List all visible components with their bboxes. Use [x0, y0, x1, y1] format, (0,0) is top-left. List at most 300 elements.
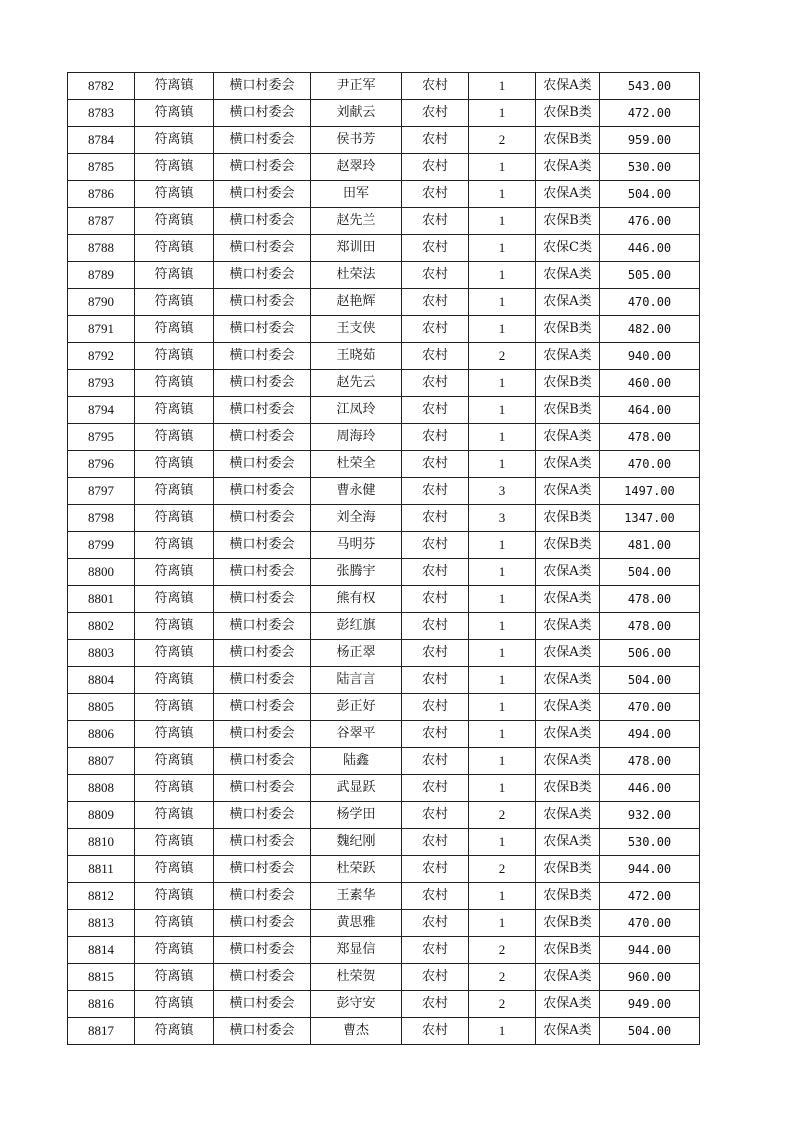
household-type-cell: 农村 [402, 370, 469, 397]
person-count-cell: 1 [469, 586, 536, 613]
person-count-cell: 1 [469, 100, 536, 127]
household-type-cell: 农村 [402, 667, 469, 694]
row-number: 8816 [68, 991, 135, 1018]
insurance-category-cell: 农保A类 [536, 181, 600, 208]
row-number: 8811 [68, 856, 135, 883]
table-row [68, 100, 700, 127]
name-cell: 赵先云 [311, 370, 402, 397]
table-row [68, 775, 700, 802]
household-type-cell: 农村 [402, 964, 469, 991]
row-number: 8803 [68, 640, 135, 667]
person-count-cell: 1 [469, 451, 536, 478]
household-type-cell: 农村 [402, 721, 469, 748]
name-cell: 刘全海 [311, 505, 402, 532]
household-type-cell: 农村 [402, 289, 469, 316]
row-number: 8810 [68, 829, 135, 856]
person-count-cell: 2 [469, 991, 536, 1018]
person-count-cell: 1 [469, 73, 536, 100]
row-number: 8804 [68, 667, 135, 694]
village-committee-cell: 横口村委会 [214, 532, 311, 559]
insurance-category-cell: 农保A类 [536, 343, 600, 370]
town-cell: 符离镇 [135, 1018, 214, 1045]
name-cell: 杨学田 [311, 802, 402, 829]
table-row [68, 424, 700, 451]
amount-cell: 530.00 [600, 829, 700, 856]
town-cell: 符离镇 [135, 991, 214, 1018]
village-committee-cell: 横口村委会 [214, 235, 311, 262]
person-count-cell: 1 [469, 829, 536, 856]
household-type-cell: 农村 [402, 910, 469, 937]
person-count-cell: 1 [469, 424, 536, 451]
row-number: 8786 [68, 181, 135, 208]
household-type-cell: 农村 [402, 559, 469, 586]
table-row [68, 829, 700, 856]
insurance-category-cell: 农保A类 [536, 694, 600, 721]
insurance-category-cell: 农保B类 [536, 937, 600, 964]
amount-cell: 944.00 [600, 937, 700, 964]
person-count-cell: 2 [469, 343, 536, 370]
table-row [68, 343, 700, 370]
name-cell: 杜荣法 [311, 262, 402, 289]
table-row [68, 370, 700, 397]
town-cell: 符离镇 [135, 73, 214, 100]
town-cell: 符离镇 [135, 721, 214, 748]
household-type-cell: 农村 [402, 937, 469, 964]
town-cell: 符离镇 [135, 802, 214, 829]
person-count-cell: 2 [469, 856, 536, 883]
person-count-cell: 1 [469, 289, 536, 316]
row-number: 8817 [68, 1018, 135, 1045]
town-cell: 符离镇 [135, 316, 214, 343]
name-cell: 陆鑫 [311, 748, 402, 775]
town-cell: 符离镇 [135, 127, 214, 154]
town-cell: 符离镇 [135, 424, 214, 451]
household-type-cell: 农村 [402, 73, 469, 100]
person-count-cell: 1 [469, 532, 536, 559]
person-count-cell: 1 [469, 910, 536, 937]
name-cell: 熊有权 [311, 586, 402, 613]
insurance-category-cell: 农保B类 [536, 532, 600, 559]
person-count-cell: 1 [469, 1018, 536, 1045]
roster-body [68, 73, 700, 1045]
row-number: 8790 [68, 289, 135, 316]
amount-cell: 949.00 [600, 991, 700, 1018]
name-cell: 杜荣贺 [311, 964, 402, 991]
insurance-category-cell: 农保A类 [536, 829, 600, 856]
insurance-category-cell: 农保A类 [536, 721, 600, 748]
table-row [68, 505, 700, 532]
name-cell: 杨正翠 [311, 640, 402, 667]
person-count-cell: 1 [469, 370, 536, 397]
row-number: 8809 [68, 802, 135, 829]
amount-cell: 959.00 [600, 127, 700, 154]
table-row [68, 586, 700, 613]
insurance-category-cell: 农保A类 [536, 424, 600, 451]
row-number: 8783 [68, 100, 135, 127]
table-row [68, 1018, 700, 1045]
name-cell: 赵翠玲 [311, 154, 402, 181]
person-count-cell: 2 [469, 964, 536, 991]
town-cell: 符离镇 [135, 397, 214, 424]
amount-cell: 478.00 [600, 748, 700, 775]
household-type-cell: 农村 [402, 235, 469, 262]
name-cell: 王晓茹 [311, 343, 402, 370]
person-count-cell: 1 [469, 640, 536, 667]
row-number: 8791 [68, 316, 135, 343]
town-cell: 符离镇 [135, 667, 214, 694]
insurance-category-cell: 农保B类 [536, 505, 600, 532]
household-type-cell: 农村 [402, 1018, 469, 1045]
row-number: 8798 [68, 505, 135, 532]
row-number: 8793 [68, 370, 135, 397]
amount-cell: 464.00 [600, 397, 700, 424]
household-type-cell: 农村 [402, 397, 469, 424]
town-cell: 符离镇 [135, 451, 214, 478]
person-count-cell: 1 [469, 154, 536, 181]
town-cell: 符离镇 [135, 559, 214, 586]
person-count-cell: 3 [469, 505, 536, 532]
insurance-category-cell: 农保B类 [536, 370, 600, 397]
amount-cell: 504.00 [600, 559, 700, 586]
table-row [68, 289, 700, 316]
table-row [68, 127, 700, 154]
village-committee-cell: 横口村委会 [214, 262, 311, 289]
town-cell: 符离镇 [135, 856, 214, 883]
amount-cell: 476.00 [600, 208, 700, 235]
table-row [68, 937, 700, 964]
insurance-category-cell: 农保B类 [536, 856, 600, 883]
name-cell: 江凤玲 [311, 397, 402, 424]
amount-cell: 1497.00 [600, 478, 700, 505]
person-count-cell: 1 [469, 208, 536, 235]
row-number: 8784 [68, 127, 135, 154]
amount-cell: 470.00 [600, 451, 700, 478]
amount-cell: 940.00 [600, 343, 700, 370]
amount-cell: 530.00 [600, 154, 700, 181]
insurance-category-cell: 农保A类 [536, 748, 600, 775]
table-row [68, 397, 700, 424]
table-row [68, 721, 700, 748]
household-type-cell: 农村 [402, 316, 469, 343]
person-count-cell: 1 [469, 262, 536, 289]
village-committee-cell: 横口村委会 [214, 829, 311, 856]
table-row [68, 208, 700, 235]
row-number: 8788 [68, 235, 135, 262]
amount-cell: 504.00 [600, 181, 700, 208]
village-committee-cell: 横口村委会 [214, 424, 311, 451]
household-type-cell: 农村 [402, 208, 469, 235]
insurance-category-cell: 农保A类 [536, 964, 600, 991]
table-row [68, 73, 700, 100]
household-type-cell: 农村 [402, 262, 469, 289]
row-number: 8807 [68, 748, 135, 775]
name-cell: 彭正好 [311, 694, 402, 721]
town-cell: 符离镇 [135, 883, 214, 910]
town-cell: 符离镇 [135, 586, 214, 613]
amount-cell: 932.00 [600, 802, 700, 829]
name-cell: 曹永健 [311, 478, 402, 505]
household-type-cell: 农村 [402, 613, 469, 640]
village-committee-cell: 横口村委会 [214, 559, 311, 586]
row-number: 8794 [68, 397, 135, 424]
insurance-category-cell: 农保A类 [536, 559, 600, 586]
row-number: 8812 [68, 883, 135, 910]
name-cell: 张腾宇 [311, 559, 402, 586]
name-cell: 王支侠 [311, 316, 402, 343]
town-cell: 符离镇 [135, 829, 214, 856]
town-cell: 符离镇 [135, 343, 214, 370]
village-committee-cell: 横口村委会 [214, 964, 311, 991]
insurance-category-cell: 农保B类 [536, 316, 600, 343]
amount-cell: 506.00 [600, 640, 700, 667]
household-type-cell: 农村 [402, 775, 469, 802]
table-row [68, 316, 700, 343]
row-number: 8800 [68, 559, 135, 586]
insurance-category-cell: 农保A类 [536, 451, 600, 478]
row-number: 8805 [68, 694, 135, 721]
village-committee-cell: 横口村委会 [214, 721, 311, 748]
table-row [68, 532, 700, 559]
table-row [68, 748, 700, 775]
household-type-cell: 农村 [402, 100, 469, 127]
name-cell: 郑训田 [311, 235, 402, 262]
household-type-cell: 农村 [402, 451, 469, 478]
name-cell: 魏纪刚 [311, 829, 402, 856]
insurance-category-cell: 农保A类 [536, 667, 600, 694]
household-type-cell: 农村 [402, 181, 469, 208]
village-committee-cell: 横口村委会 [214, 991, 311, 1018]
village-committee-cell: 横口村委会 [214, 127, 311, 154]
person-count-cell: 2 [469, 802, 536, 829]
name-cell: 周海玲 [311, 424, 402, 451]
row-number: 8815 [68, 964, 135, 991]
amount-cell: 504.00 [600, 667, 700, 694]
amount-cell: 482.00 [600, 316, 700, 343]
household-type-cell: 农村 [402, 343, 469, 370]
person-count-cell: 1 [469, 613, 536, 640]
amount-cell: 460.00 [600, 370, 700, 397]
insurance-category-cell: 农保A类 [536, 289, 600, 316]
household-type-cell: 农村 [402, 991, 469, 1018]
row-number: 8802 [68, 613, 135, 640]
insurance-category-cell: 农保A类 [536, 1018, 600, 1045]
village-committee-cell: 横口村委会 [214, 613, 311, 640]
name-cell: 马明芬 [311, 532, 402, 559]
town-cell: 符离镇 [135, 964, 214, 991]
table-row [68, 667, 700, 694]
name-cell: 黄思雅 [311, 910, 402, 937]
amount-cell: 472.00 [600, 883, 700, 910]
row-number: 8801 [68, 586, 135, 613]
town-cell: 符离镇 [135, 694, 214, 721]
row-number: 8789 [68, 262, 135, 289]
row-number: 8792 [68, 343, 135, 370]
person-count-cell: 2 [469, 127, 536, 154]
town-cell: 符离镇 [135, 100, 214, 127]
village-committee-cell: 横口村委会 [214, 640, 311, 667]
town-cell: 符离镇 [135, 775, 214, 802]
person-count-cell: 1 [469, 397, 536, 424]
insurance-category-cell: 农保A类 [536, 73, 600, 100]
insurance-category-cell: 农保B类 [536, 775, 600, 802]
person-count-cell: 2 [469, 937, 536, 964]
amount-cell: 478.00 [600, 613, 700, 640]
town-cell: 符离镇 [135, 208, 214, 235]
person-count-cell: 1 [469, 181, 536, 208]
name-cell: 郑显信 [311, 937, 402, 964]
person-count-cell: 3 [469, 478, 536, 505]
person-count-cell: 1 [469, 235, 536, 262]
village-committee-cell: 横口村委会 [214, 316, 311, 343]
household-type-cell: 农村 [402, 586, 469, 613]
household-type-cell: 农村 [402, 856, 469, 883]
household-type-cell: 农村 [402, 829, 469, 856]
amount-cell: 470.00 [600, 289, 700, 316]
name-cell: 尹正军 [311, 73, 402, 100]
town-cell: 符离镇 [135, 181, 214, 208]
village-committee-cell: 横口村委会 [214, 505, 311, 532]
village-committee-cell: 横口村委会 [214, 343, 311, 370]
person-count-cell: 1 [469, 883, 536, 910]
insurance-category-cell: 农保B类 [536, 883, 600, 910]
row-number: 8782 [68, 73, 135, 100]
name-cell: 杜荣全 [311, 451, 402, 478]
person-count-cell: 1 [469, 748, 536, 775]
row-number: 8787 [68, 208, 135, 235]
insurance-category-cell: 农保C类 [536, 235, 600, 262]
amount-cell: 478.00 [600, 586, 700, 613]
table-row [68, 451, 700, 478]
village-committee-cell: 横口村委会 [214, 856, 311, 883]
table-row [68, 883, 700, 910]
name-cell: 谷翠平 [311, 721, 402, 748]
table-row [68, 262, 700, 289]
table-row [68, 613, 700, 640]
household-type-cell: 农村 [402, 505, 469, 532]
row-number: 8808 [68, 775, 135, 802]
village-committee-cell: 横口村委会 [214, 478, 311, 505]
amount-cell: 470.00 [600, 910, 700, 937]
person-count-cell: 1 [469, 667, 536, 694]
row-number: 8799 [68, 532, 135, 559]
town-cell: 符离镇 [135, 478, 214, 505]
name-cell: 彭守安 [311, 991, 402, 1018]
village-committee-cell: 横口村委会 [214, 910, 311, 937]
household-type-cell: 农村 [402, 532, 469, 559]
town-cell: 符离镇 [135, 235, 214, 262]
person-count-cell: 1 [469, 721, 536, 748]
village-committee-cell: 横口村委会 [214, 100, 311, 127]
insurance-category-cell: 农保A类 [536, 154, 600, 181]
name-cell: 曹杰 [311, 1018, 402, 1045]
household-type-cell: 农村 [402, 127, 469, 154]
household-type-cell: 农村 [402, 640, 469, 667]
name-cell: 侯书芳 [311, 127, 402, 154]
household-type-cell: 农村 [402, 802, 469, 829]
town-cell: 符离镇 [135, 262, 214, 289]
village-committee-cell: 横口村委会 [214, 694, 311, 721]
amount-cell: 481.00 [600, 532, 700, 559]
amount-cell: 960.00 [600, 964, 700, 991]
town-cell: 符离镇 [135, 370, 214, 397]
amount-cell: 470.00 [600, 694, 700, 721]
town-cell: 符离镇 [135, 937, 214, 964]
village-committee-cell: 横口村委会 [214, 748, 311, 775]
person-count-cell: 1 [469, 775, 536, 802]
village-committee-cell: 横口村委会 [214, 289, 311, 316]
table-row [68, 181, 700, 208]
person-count-cell: 1 [469, 316, 536, 343]
village-committee-cell: 横口村委会 [214, 802, 311, 829]
row-number: 8795 [68, 424, 135, 451]
town-cell: 符离镇 [135, 910, 214, 937]
name-cell: 刘献云 [311, 100, 402, 127]
household-type-cell: 农村 [402, 694, 469, 721]
person-count-cell: 1 [469, 559, 536, 586]
table-row [68, 559, 700, 586]
table-row [68, 991, 700, 1018]
name-cell: 彭红旗 [311, 613, 402, 640]
village-committee-cell: 横口村委会 [214, 208, 311, 235]
household-type-cell: 农村 [402, 748, 469, 775]
insurance-category-cell: 农保A类 [536, 991, 600, 1018]
amount-cell: 446.00 [600, 775, 700, 802]
town-cell: 符离镇 [135, 640, 214, 667]
household-type-cell: 农村 [402, 154, 469, 181]
table-row [68, 964, 700, 991]
insurance-category-cell: 农保A类 [536, 586, 600, 613]
row-number: 8797 [68, 478, 135, 505]
name-cell: 陆言言 [311, 667, 402, 694]
village-committee-cell: 横口村委会 [214, 181, 311, 208]
row-number: 8796 [68, 451, 135, 478]
row-number: 8813 [68, 910, 135, 937]
person-count-cell: 1 [469, 694, 536, 721]
roster-table [67, 72, 700, 1045]
insurance-category-cell: 农保A类 [536, 640, 600, 667]
insurance-category-cell: 农保B类 [536, 910, 600, 937]
village-committee-cell: 横口村委会 [214, 397, 311, 424]
name-cell: 王素华 [311, 883, 402, 910]
village-committee-cell: 横口村委会 [214, 73, 311, 100]
household-type-cell: 农村 [402, 478, 469, 505]
row-number: 8806 [68, 721, 135, 748]
town-cell: 符离镇 [135, 532, 214, 559]
village-committee-cell: 横口村委会 [214, 883, 311, 910]
insurance-category-cell: 农保B类 [536, 100, 600, 127]
name-cell: 杜荣跃 [311, 856, 402, 883]
table-row [68, 478, 700, 505]
table-row [68, 694, 700, 721]
insurance-category-cell: 农保A类 [536, 802, 600, 829]
village-committee-cell: 横口村委会 [214, 586, 311, 613]
insurance-category-cell: 农保B类 [536, 127, 600, 154]
village-committee-cell: 横口村委会 [214, 937, 311, 964]
amount-cell: 494.00 [600, 721, 700, 748]
insurance-category-cell: 农保B类 [536, 208, 600, 235]
table-row [68, 640, 700, 667]
table-row [68, 154, 700, 181]
name-cell: 田军 [311, 181, 402, 208]
amount-cell: 472.00 [600, 100, 700, 127]
household-type-cell: 农村 [402, 424, 469, 451]
insurance-category-cell: 农保A类 [536, 262, 600, 289]
insurance-category-cell: 农保B类 [536, 397, 600, 424]
household-type-cell: 农村 [402, 883, 469, 910]
row-number: 8785 [68, 154, 135, 181]
amount-cell: 505.00 [600, 262, 700, 289]
table-row [68, 856, 700, 883]
